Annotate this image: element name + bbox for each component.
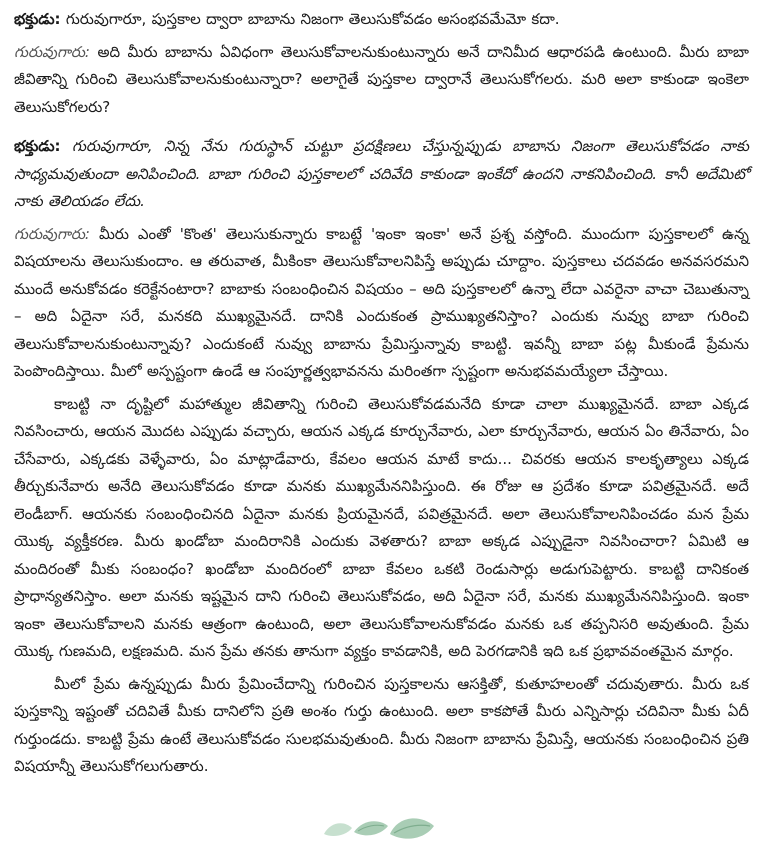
paragraph-text: గురువుగారూ, నిన్న నేను గురుస్థాన్ చుట్టూ ప్రదక్షిణలు చేస్తున్నప్పుడు బాబాను నిజంగా తెలుసుకోవడం నాకు సాధ్యమవుతుందా అనిపించింది. బాబా గురించి పుస్తకాలలో చదివేది కాకుండా ఇంకేదో ఉందని నాకనిపించింది. కానీ అదేమిటో నాకు తెలియడం లేదు. (14, 137, 749, 210)
dialogue-devotee-2 (14, 133, 749, 216)
speaker-devotee: భక్తుడు: (14, 10, 61, 28)
dialogue-devotee-1 (14, 6, 749, 34)
document-page (14, 6, 749, 781)
paragraph-text: గురువుగారూ, పుస్తకాల ద్వారా బాబాను నిజంగా తెలుసుకోవడం అసంభవమేమో కదా. (60, 10, 560, 28)
speaker-guruvugaru: గురువుగారు: (14, 42, 90, 61)
speaker-devotee: భక్తుడు: (14, 137, 61, 155)
body-paragraph-2: మీలో ప్రేమ ఉన్నప్పుడు మీరు ప్రేమించేదాన్ని గురించిన పుస్తకాలను ఆసక్తితో, కుతూహలంతో చదువుతారు. మీరు ఒక పుస్తకాన్ని ఇష్టంతో చదివితే మీకు దానిలోని ప్రతి అంశం గుర్తు ఉంటుంది. అలా కాకపోతే మీరు ఎన్నిసార్లు చదివినా మీకు ఏదీ గుర్తుండదు. కాబట్టి ప్రేమ ఉంటే తెలుసుకోవడం సులభమవుతుంది. మీరు నిజంగా బాబాను ప్రేమిస్తే, ఆయనకు సంబంధించిన ప్రతి విషయాన్నీ తెలుసుకోగలుగుతారు. (14, 674, 749, 775)
paragraph-text: మీరు ఎంతో 'కొంత' తెలుసుకున్నారు కాబట్టే 'ఇంకా ఇంకా' అనే ప్రశ్న వస్తోంది. ముందుగా పుస్తకాలలో ఉన్న విషయాలను తెలుసుకుందాం. ఆ తరువాత, మీకింకా తెలుసుకోవాలనిపిస్తే అప్పుడు చూద్దాం. పుస్తకాలు చదవడం అనవసరమని ముందే అనుకోవడం కరెక్టేనంటారా? బాబాకు సంబంధించిన విషయం – అది పుస్తకాలలో ఉన్నా లేదా ఎవరైనా వాచా చెబుతున్నా – అది ఏదైనా సరే, మనకది ముఖ్యమైనదే. దానికి ఎందుకంత ప్రాముఖ్యతనిస్తాం? ఎందుకు నువ్వు బాబా గురించి తెలుసుకోవాలనుకుంటున్నావు? ఎందుకంటే నువ్వు బాబాను ప్రేమిస్తున్నావు కాబట్టి. ఇవన్నీ బాబా పట్ల మీకుండే ప్రేమను పెంపొందిస్తాయి. మీలో అస్పష్టంగా ఉండే ఆ సంపూర్ణత్వభావనను మరింతగా స్పష్టంగా అనుభవమయ్యేలా చేస్తాయి. (14, 224, 749, 380)
leaf-ornament-icon (318, 812, 442, 842)
body-paragraph-1: కాబట్టి నా దృష్టిలో మహాత్ముల జీవితాన్ని గురించి తెలుసుకోవడమనేది కూడా చాలా ముఖ్యమైనదే. బాబా ఎక్కడ నివసించారు, ఆయన మొదట ఎప్పుడు వచ్చారు, ఆయన ఎక్కడ కూర్చునేవారు, ఎలా కూర్చునేవారు, ఆయన ఏం తినేవారు, ఏం చేసేవారు, ఎక్కడకు వెళ్ళేవారు, ఏం మాట్లాడేవారు, కేవలం ఆయన మాటే కాదు... చివరకు ఆయన కాలకృత్యాలు ఎక్కడ తీర్చుకునేవారు అనేది తెలుసుకోవడం కూడా మనకు ముఖ్యమేననిపిస్తుంది. ఈ రోజు ఆ ప్రదేశం కూడా పవిత్రమైనదే. అదే లెండీబాగ్. ఆయనకు సంబంధించినది ఏదైనా మనకు ప్రియమైనదే, పవిత్రమైనదే. అలా తెలుసుకోవాలనిపించడం మన ప్రేమ యొక్క వ్యక్తీకరణ. మీరు ఖండోబా మందిరానికి ఎందుకు వెళతారు? బాబా అక్కడ ఎప్పుడైనా నివసించారా? ఏమిటి ఆ మందిరంతో మీకు సంబంధం? ఖండోబా మందిరంలో బాబా కేవలం ఒకటి రెండుసార్లు అడుగుపెట్టారు. కాబట్టి దానికంత ప్రాధాన్యతనిస్తాం. అలా మనకు ఇష్టమైన దాని గురించి తెలుసుకోవడం, అది ఏదైనా సరే, మనకు ముఖ్యమేననిపిస్తుంది. ఇంకా ఇంకా తెలుసుకోవాలని మనకు ఆత్రంగా ఉంటుంది, అలా తెలుసుకోవాలనుకోవడం మనకు ఒక తప్పనిసరి అవుతుంది. ప్రేమ యొక్క గుణమది, లక్షణమది. మన ప్రేమ తనకు తానుగా వ్యక్తం కావడానికి, అది పెరగడానికి ఇది ఒక ప్రభావవంతమైన మార్గం. (14, 394, 749, 660)
paragraph-text: అది మీరు బాబాను ఏవిధంగా తెలుసుకోవాలనుకుంటున్నారు అనే దానిమీద ఆధారపడి ఉంటుంది. మీరు బాబా జీవితాన్ని గురించి తెలుసుకోవాలనుకుంటున్నారా? అలాగైతే పుస్తకాల ద్వారానే తెలుసుకోగలరు. మరి అలా కాకుండా ఇంకెలా తెలుసుకోగలరు? (14, 42, 749, 116)
dialogue-guru-1 (14, 39, 749, 122)
speaker-guruvugaru: గురువుగారు: (14, 224, 90, 243)
dialogue-guru-2 (14, 221, 749, 386)
